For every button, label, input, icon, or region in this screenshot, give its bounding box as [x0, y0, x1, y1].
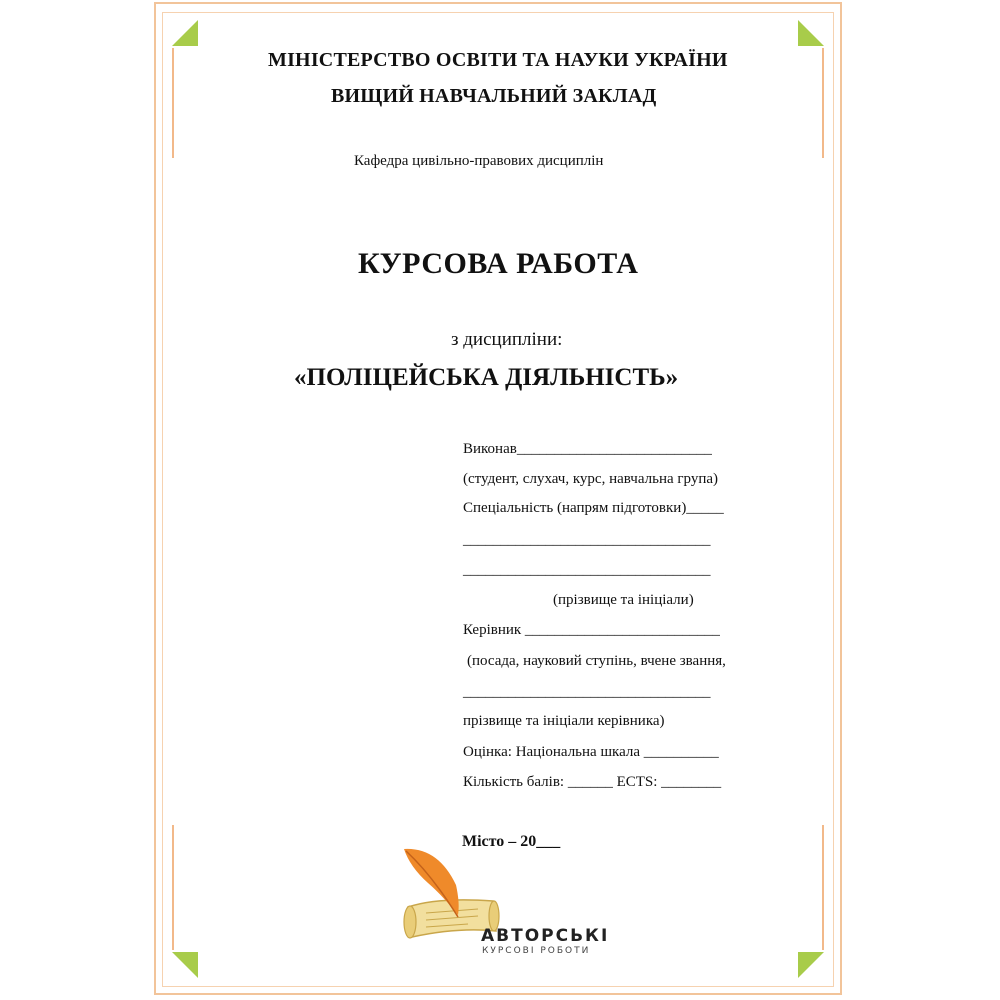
name-hint: (прізвище та ініціали): [553, 592, 694, 608]
logo-name: АВТОРСЬКІ: [481, 926, 610, 946]
side-ornament-line: [172, 48, 174, 158]
blank-line: _________________________________: [463, 684, 711, 700]
ministry-heading: МІНІСТЕРСТВО ОСВІТИ ТА НАУКИ УКРАЇНИ: [268, 49, 728, 71]
corner-ornament-bottom-left: [172, 952, 198, 978]
performed-by-field: Виконав__________________________: [463, 441, 712, 457]
institution-heading: ВИЩИЙ НАВЧАЛЬНИЙ ЗАКЛАД: [331, 85, 657, 107]
corner-ornament-top-left: [172, 20, 198, 46]
blank-line: _________________________________: [463, 532, 711, 548]
discipline-name: «ПОЛІЦЕЙСЬКА ДІЯЛЬНІСТЬ»: [294, 364, 679, 391]
side-ornament-line: [172, 825, 174, 950]
city-year: Місто – 20___: [462, 833, 561, 850]
corner-ornament-top-right: [798, 20, 824, 46]
student-hint: (студент, слухач, курс, навчальна група): [463, 471, 719, 487]
logo-tagline: КУРСОВІ РОБОТИ: [482, 946, 591, 956]
supervisor-name-hint: прізвище та ініціали керівника): [463, 713, 665, 729]
side-ornament-line: [822, 48, 824, 158]
specialty-field: Спеціальність (напрям підготовки)_____: [463, 500, 724, 516]
grade-field: Оцінка: Національна шкала __________: [463, 744, 719, 760]
points-field: Кількість балів: ______ ECTS: ________: [463, 774, 722, 790]
side-ornament-line: [822, 825, 824, 950]
document-title: КУРСОВА РАБОТА: [358, 247, 639, 280]
department-name: Кафедра цивільно-правових дисциплін: [354, 153, 604, 169]
corner-ornament-bottom-right: [798, 952, 824, 978]
supervisor-field: Керівник __________________________: [463, 622, 720, 638]
supervisor-hint: (посада, науковий ступінь, вчене звання,: [467, 653, 726, 669]
blank-line: _________________________________: [463, 562, 711, 578]
discipline-label: з дисципліни:: [451, 329, 563, 350]
